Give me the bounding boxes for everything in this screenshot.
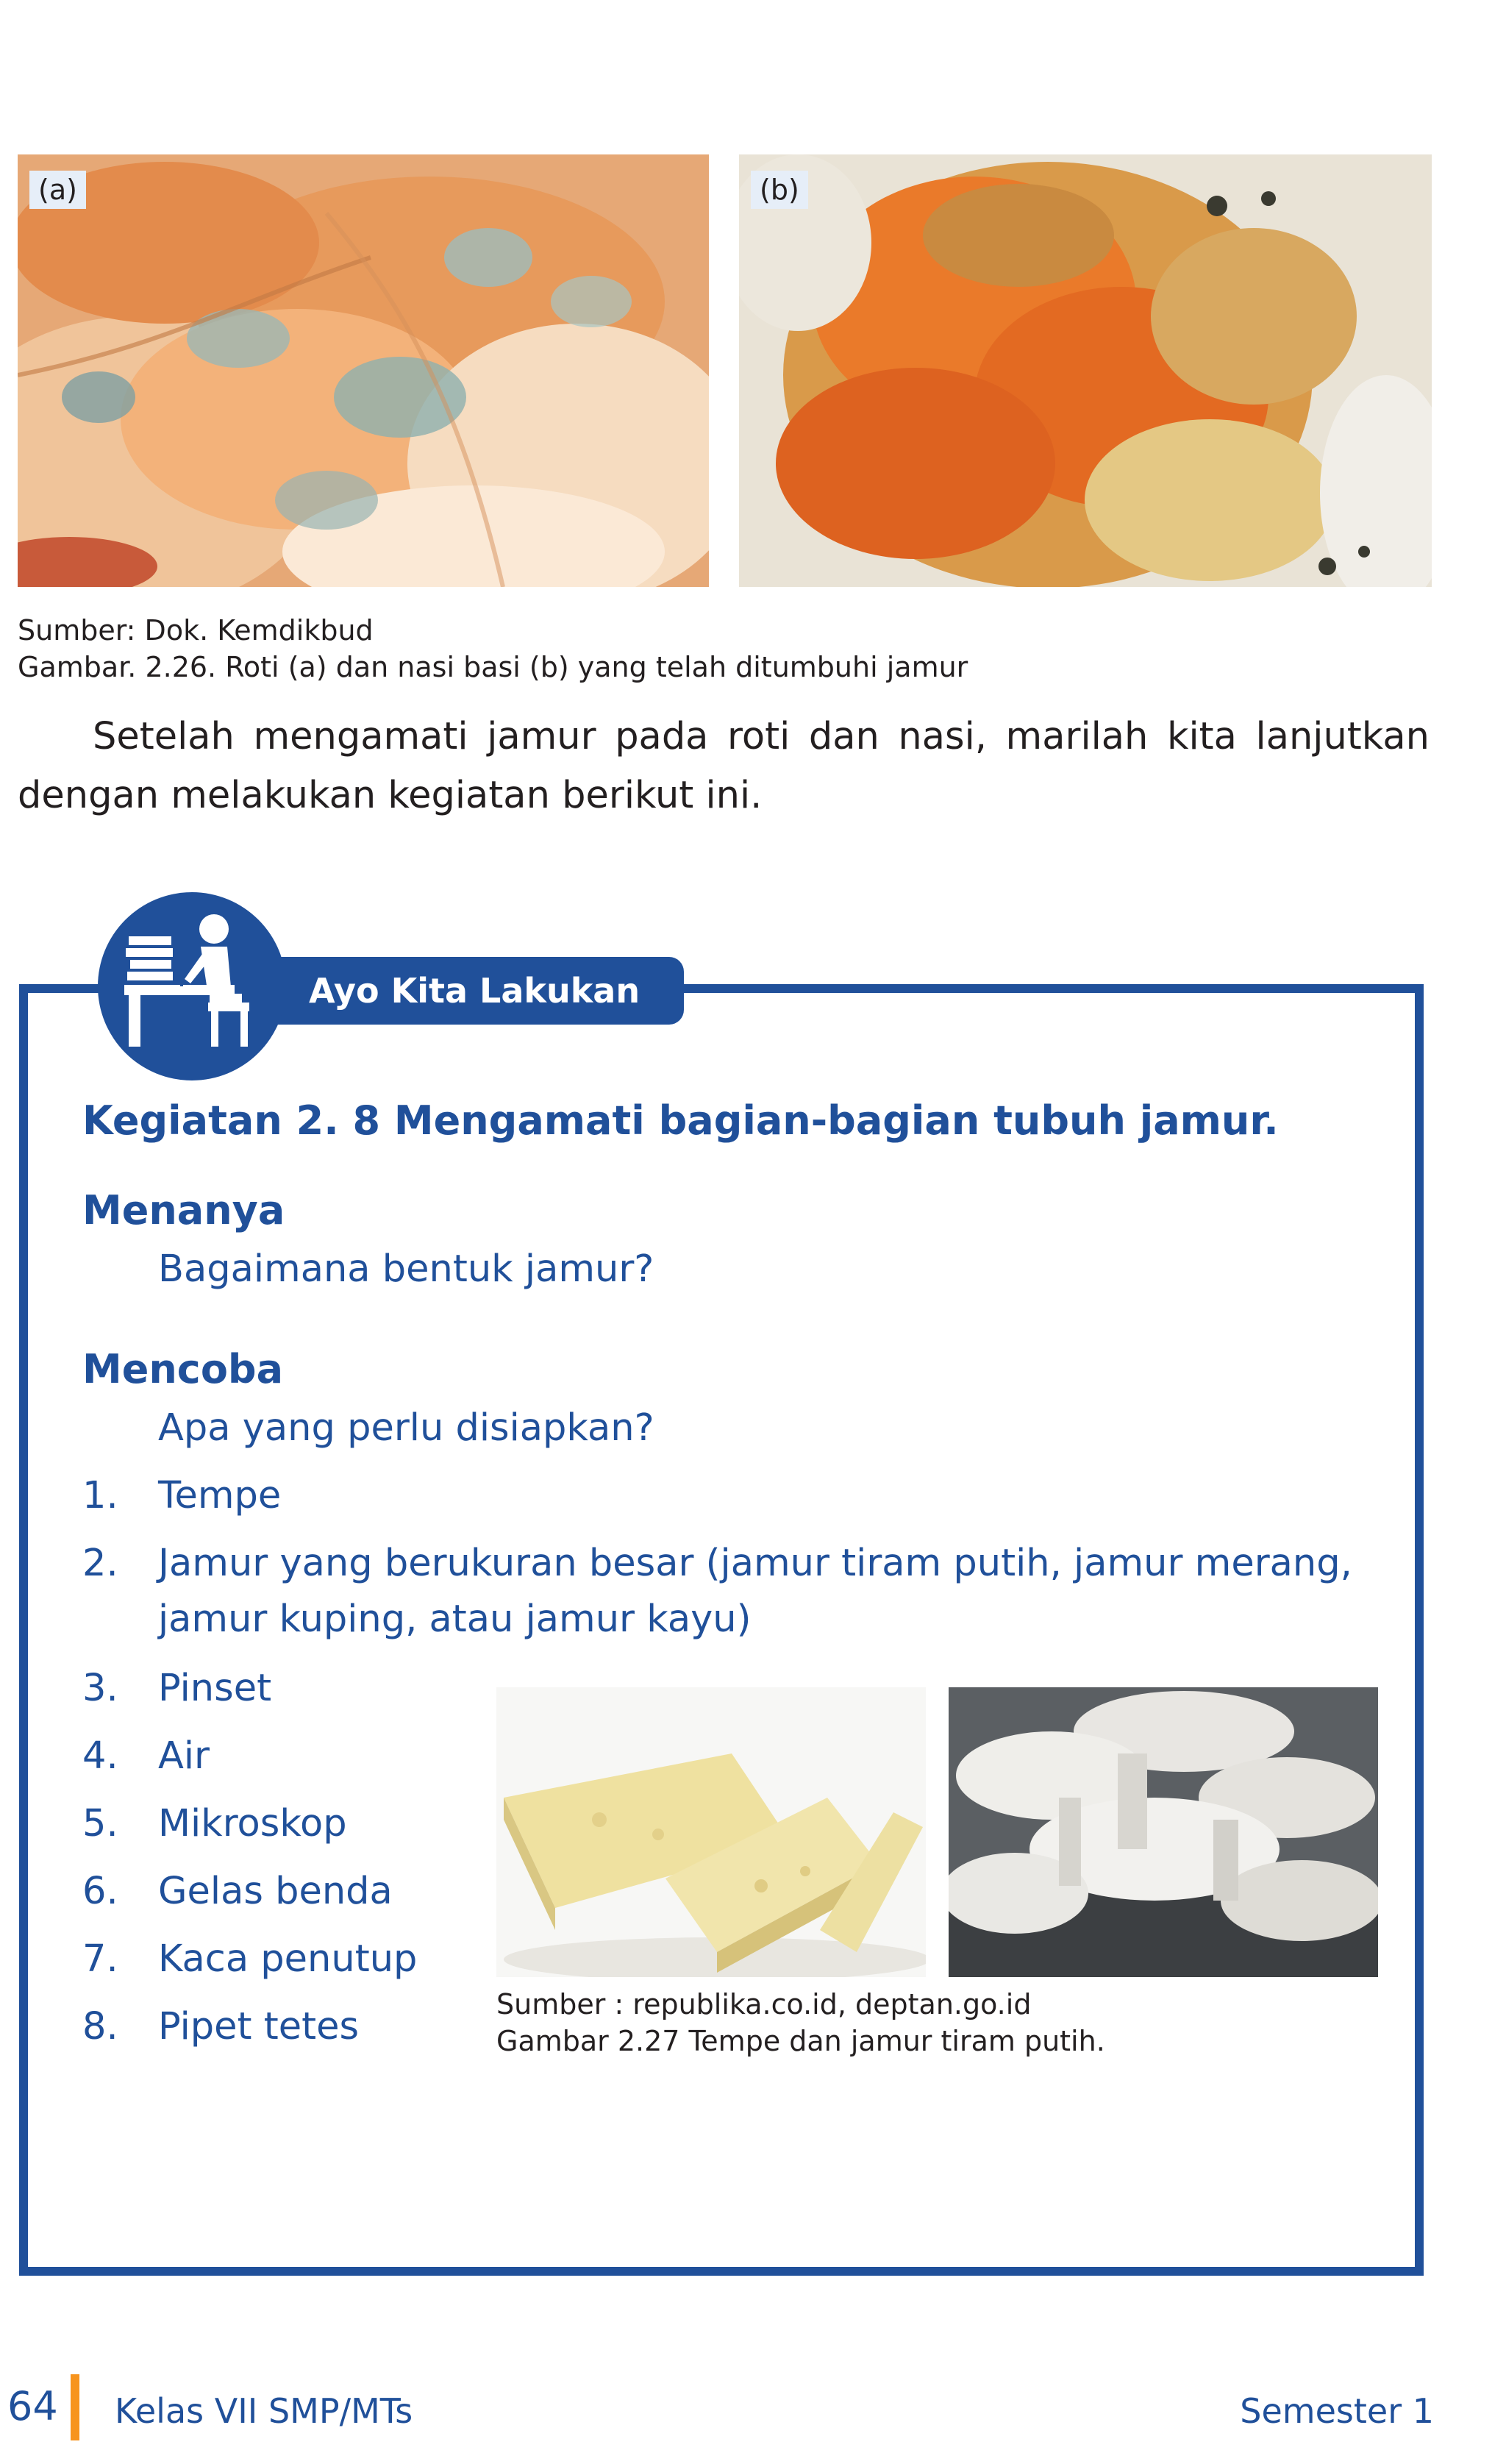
photo-label-b: (b) [751,171,808,209]
menanya-heading: Menanya [82,1187,285,1233]
list-item-text: Pinset [158,1667,272,1710]
list-item-text: Tempe [158,1474,282,1517]
list-item-text: Air [158,1734,210,1778]
footer-divider [71,2374,79,2440]
list-item-text: Gelas benda [158,1870,393,1913]
activity-title: Kegiatan 2. 8 Mengamati bagian-bagian tubuh jamur. [82,1097,1279,1144]
intro-paragraph: Setelah mengamati jamur pada roti dan nasi, marilah kita lanjutkan dengan melakukan kegiatan berikut ini. [18,715,1430,817]
moldy-bread-image [18,154,709,587]
figure-226-caption: Gambar. 2.26. Roti (a) dan nasi basi (b) yang telah ditumbuhi jamur [18,651,968,683]
oyster-mushroom-photo [949,1687,1378,1977]
footer-semester: Semester 1 [1240,2391,1434,2431]
list-item-number: 8. [82,2005,118,2048]
mencoba-question: Apa yang perlu disiapkan? [158,1406,654,1450]
list-item-number: 1. [82,1474,118,1517]
menanya-question: Bagaimana bentuk jamur? [158,1247,654,1291]
tempe-photo [496,1687,926,1977]
footer-book-title: Kelas VII SMP/MTs [115,2391,413,2431]
list-item-text: Kaca penutup [158,1937,418,1981]
list-item-number: 4. [82,1734,118,1778]
figure-227-source: Sumber : republika.co.id, deptan.go.id [496,1988,1032,2020]
figure-226-source: Sumber: Dok. Kemdikbud [18,614,374,647]
list-item-text: Mikroskop [158,1802,347,1845]
tempe-image [496,1687,926,1977]
page-number: 64 [7,2383,58,2429]
moldy-bread-photo [18,154,709,587]
moldy-rice-image [739,154,1432,587]
person-studying-icon [98,892,286,1080]
moldy-rice-photo [739,154,1432,587]
activity-tab-label: Ayo Kita Lakukan [309,971,640,1011]
list-item-number: 3. [82,1667,118,1710]
list-item-number: 2. [82,1542,118,1585]
photo-label-a: (a) [29,171,86,209]
mencoba-heading: Mencoba [82,1346,284,1392]
oyster-mushroom-image [949,1687,1378,1977]
list-item-number: 6. [82,1870,118,1913]
list-item-number: 7. [82,1937,118,1981]
figure-227-caption: Gambar 2.27 Tempe dan jamur tiram putih. [496,2025,1105,2057]
list-item-text: Jamur yang berukuran besar (jamur tiram putih, jamur merang, jamur kuping, atau jamur kayu) [158,1542,1352,1641]
list-item-text: Pipet tetes [158,2005,360,2048]
list-item-number: 5. [82,1802,118,1845]
